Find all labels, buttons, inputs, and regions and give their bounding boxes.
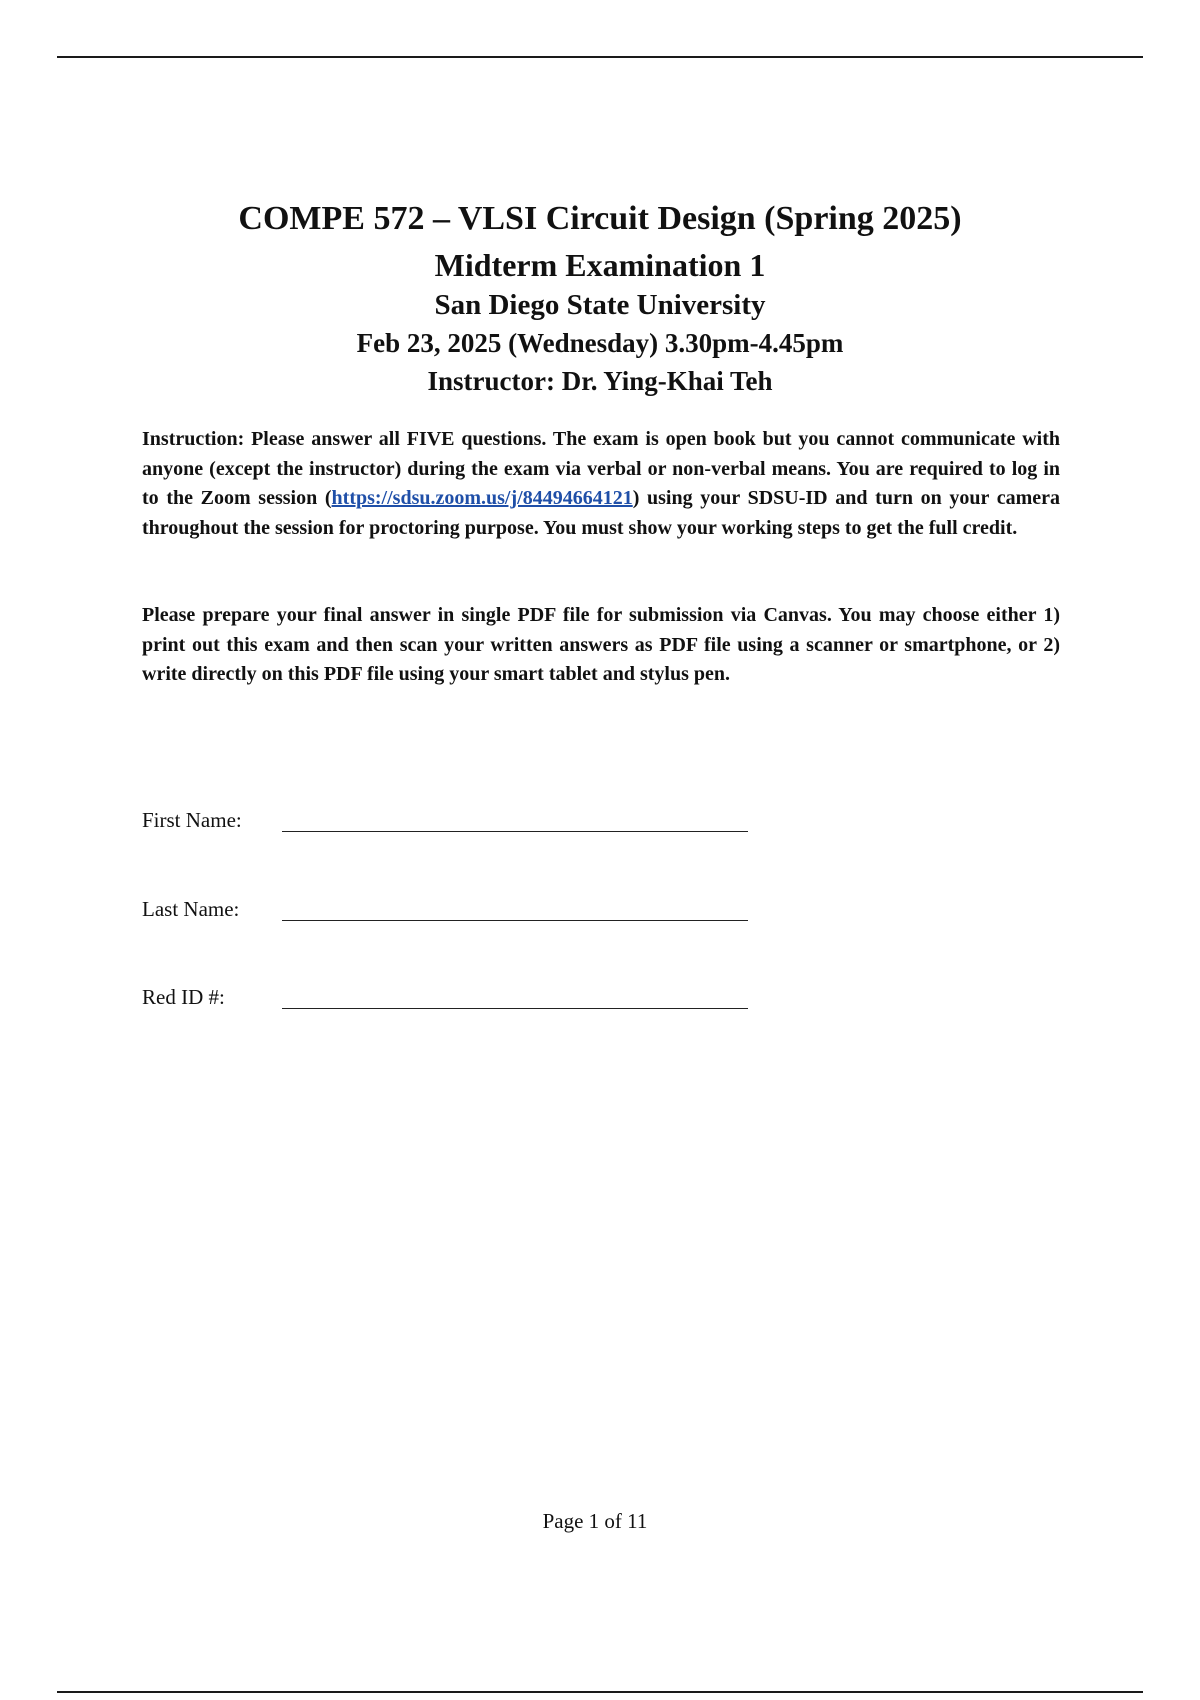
zoom-link[interactable]: https://sdsu.zoom.us/j/84494664121 xyxy=(331,487,633,509)
last-name-field xyxy=(142,894,742,930)
instruction-paragraph xyxy=(142,425,1060,543)
last-name-blank-line[interactable] xyxy=(282,920,748,921)
exam-title: Midterm Examination 1 xyxy=(434,247,766,283)
page-number: Page 1 of 11 xyxy=(542,1509,648,1533)
university-name: San Diego State University xyxy=(434,289,766,321)
exam-date-time: Feb 23, 2025 (Wednesday) 3.30pm-4.45pm xyxy=(356,328,844,358)
red-id-label: Red ID #: xyxy=(142,985,225,1009)
bottom-rule xyxy=(57,1691,1143,1693)
first-name-field xyxy=(142,805,742,841)
submission-paragraph: Please prepare your final answer in single PDF file for submission via Canvas. You may choose either 1) print out this exam and then scan your written answers as PDF file using a scanner or smartphone, or 2) write directly on this PDF file using your smart tablet and stylus pen. xyxy=(142,604,1060,685)
course-title: COMPE 572 – VLSI Circuit Design (Spring 2025) xyxy=(238,200,962,237)
instruction-text-after-link: ) using your SDSU-ID and turn on your camera throughout the session for proctoring purpose. You must show your working steps to get the full credit. xyxy=(142,487,1060,539)
instructor-name: Instructor: Dr. Ying-Khai Teh xyxy=(427,366,773,396)
red-id-field xyxy=(142,982,742,1018)
red-id-blank-line[interactable] xyxy=(282,1008,748,1009)
instruction-text-before-link: Instruction: Please answer all FIVE questions. The exam is open book but you cannot communicate with anyone (except the instructor) during the exam via verbal or non-verbal means. You are required to log in to the Zoom session ( xyxy=(142,428,1060,509)
first-name-blank-line[interactable] xyxy=(282,831,748,832)
exam-header xyxy=(0,196,1200,400)
first-name-label: First Name: xyxy=(142,808,242,832)
top-rule xyxy=(57,56,1143,58)
last-name-label: Last Name: xyxy=(142,897,240,921)
